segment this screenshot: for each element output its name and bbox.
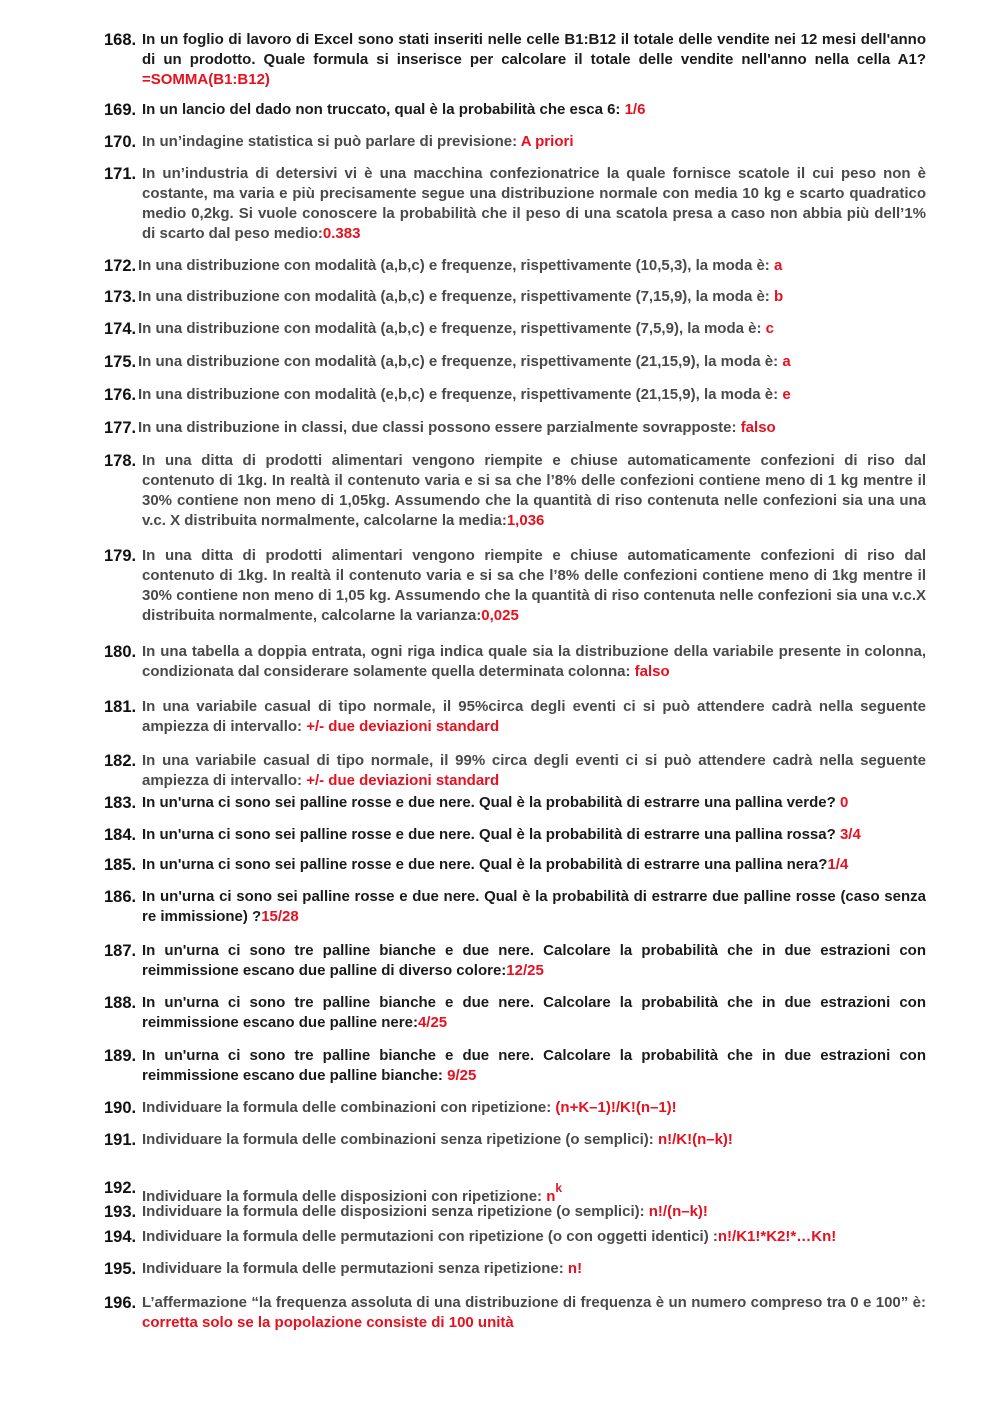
question-number: 177.: [104, 419, 137, 437]
answer-text: corretta solo se la popolazione consiste di 100 unità: [142, 1314, 514, 1331]
question-text: In una variabile casual di tipo normale, il 95%circa degli eventi ci si può attendere cadrà nella seguente ampiezza di intervallo:: [142, 698, 926, 735]
answer-text: 15/28: [261, 908, 299, 925]
question-191: [104, 1130, 926, 1150]
question-text: In una distribuzione in classi, due classi possono essere parzialmente sovrapposte:: [138, 419, 741, 436]
question-number: 170.: [104, 133, 137, 151]
question-number: 183.: [104, 794, 137, 812]
question-170: [104, 132, 926, 152]
question-text: In un'urna ci sono tre palline bianche e due nere. Calcolare la probabilità che in due estrazioni con reimmissione escano due palline bianche:: [142, 1047, 926, 1084]
answer-superscript: k: [555, 1181, 563, 1195]
answer-text: 9/25: [447, 1067, 477, 1084]
question-183: [104, 793, 926, 813]
question-175: [104, 352, 926, 372]
answer-text: +/- due deviazioni standard: [306, 772, 500, 789]
answer-text: 0.383: [322, 225, 361, 242]
question-text: In un'urna ci sono sei palline rosse e due nere. Qual è la probabilità di estrarre una pallina rossa?: [142, 826, 840, 843]
question-number: 181.: [104, 698, 137, 716]
answer-text: 3/4: [839, 826, 861, 843]
question-text: In un’indagine statistica si può parlare di previsione:: [142, 133, 521, 150]
question-194: [104, 1227, 926, 1247]
question-number: 173.: [104, 288, 137, 306]
question-text: In un'urna ci sono tre palline bianche e due nere. Calcolare la probabilità che in due estrazioni con reimmissione escano due palline di diverso colore:: [142, 942, 926, 979]
question-number: 169.: [104, 101, 137, 119]
question-text: In una ditta di prodotti alimentari vengono riempite e chiuse automaticamente confezioni di riso dal contenuto di 1kg. In realtà il contenuto varia e si sa che l’8% delle confezioni contiene meno di 1kg mentre il 30% contiene non meno di 1,05 kg. Assumendo che la quantità di riso contenuta nelle confezioni sia una v.c.X distribuita normalmente, calcolarne la varianza:: [142, 547, 926, 624]
question-196: [104, 1293, 926, 1333]
answer-text: a: [773, 257, 783, 274]
question-number: 193.: [104, 1203, 137, 1221]
question-190: [104, 1098, 926, 1118]
question-number: 192.: [104, 1179, 137, 1197]
question-number: 195.: [104, 1260, 137, 1278]
question-number: 171.: [104, 165, 137, 183]
question-185: [104, 855, 926, 875]
question-186: [104, 887, 926, 927]
answer-text: (n+K–1)!/K!(n–1)!: [555, 1099, 677, 1116]
answer-text: 4/25: [417, 1014, 448, 1031]
question-number: 178.: [104, 452, 137, 470]
answer-text: falso: [634, 663, 670, 680]
answer-text: n!/K1!*K2!*…Kn!: [717, 1228, 837, 1245]
question-text: In una distribuzione con modalità (e,b,c) e frequenze, rispettivamente (21,15,9), la moda è:: [138, 386, 783, 403]
question-189: [104, 1046, 926, 1086]
answer-text: n!/(n–k)!: [648, 1203, 708, 1220]
question-172: [104, 256, 926, 276]
answer-text: 12/25: [506, 962, 544, 979]
answer-text: =SOMMA(B1:B12): [142, 71, 270, 88]
question-number: 172.: [104, 257, 137, 275]
question-text: In una distribuzione con modalità (a,b,c) e frequenze, rispettivamente (21,15,9), la moda è:: [138, 353, 783, 370]
question-number: 175.: [104, 353, 137, 371]
question-number: 190.: [104, 1099, 137, 1117]
answer-text: 1/6: [624, 101, 646, 118]
answer-text: +/- due deviazioni standard: [306, 718, 500, 735]
question-178: [104, 451, 926, 531]
question-182: [104, 751, 926, 791]
answer-text: n!: [567, 1260, 583, 1277]
answer-text: a: [782, 353, 791, 370]
question-text: L’affermazione “la frequenza assoluta di una distribuzione di frequenza è un numero compreso tra 0 e 100” è:: [142, 1294, 926, 1311]
question-text: In una distribuzione con modalità (a,b,c) e frequenze, rispettivamente (10,5,3), la moda è:: [138, 257, 774, 274]
question-number: 196.: [104, 1294, 137, 1312]
question-text: In un'urna ci sono sei palline rosse e due nere. Qual è la probabilità di estrarre due palline rosse (caso senza re immissione) ?: [142, 888, 926, 925]
answer-text: c: [765, 320, 774, 337]
question-number: 186.: [104, 888, 137, 906]
question-177: [104, 418, 926, 438]
question-number: 182.: [104, 752, 137, 770]
question-179: [104, 546, 926, 626]
answer-text: 1,036: [506, 512, 545, 529]
question-171: [104, 164, 926, 244]
question-number: 179.: [104, 547, 137, 565]
question-text: In una distribuzione con modalità (a,b,c) e frequenze, rispettivamente (7,15,9), la moda è:: [138, 288, 774, 305]
question-text: In un'urna ci sono tre palline bianche e due nere. Calcolare la probabilità che in due estrazioni con reimmissione escano due palline nere:: [142, 994, 926, 1031]
question-text: In una tabella a doppia entrata, ogni riga indica quale sia la distribuzione della variabile presente in colonna, condizionata dal considerare solamente quella determinata colonna:: [142, 643, 926, 680]
question-168: [104, 30, 926, 90]
answer-text: 0,025: [481, 607, 519, 624]
answer-text: 0: [839, 794, 849, 811]
question-text: In una variabile casual di tipo normale, il 99% circa degli eventi ci si può attendere cadrà nella seguente ampiezza di intervallo:: [142, 752, 926, 789]
question-number: 189.: [104, 1047, 137, 1065]
question-text: In un’industria di detersivi vi è una macchina confezionatrice la quale fornisce scatole il cui peso non è costante, ma varia e più precisamente segue una distribuzione normale con media 10 kg e scarto quadratico medio 0,2kg. Si vuole conoscere la probabilità che il peso di una scatola presa a caso non abbia più dell’1% di scarto dal peso medio:: [142, 165, 926, 242]
answer-text: n: [546, 1188, 556, 1205]
answer-text: b: [773, 288, 784, 305]
question-195: [104, 1259, 926, 1279]
question-number: 168.: [104, 31, 137, 49]
question-169: [104, 100, 926, 120]
question-number: 176.: [104, 386, 137, 404]
question-text: In un'urna ci sono sei palline rosse e due nere. Qual è la probabilità di estrarre una pallina verde?: [142, 794, 840, 811]
question-number: 174.: [104, 320, 137, 338]
question-181: [104, 697, 926, 737]
answer-text: 1/4: [827, 856, 849, 873]
question-text: Individuare la formula delle disposizioni con ripetizione:: [142, 1188, 547, 1205]
question-number: 187.: [104, 942, 137, 960]
question-180: [104, 642, 926, 682]
question-number: 194.: [104, 1228, 137, 1246]
question-number: 191.: [104, 1131, 137, 1149]
question-text: Individuare la formula delle permutazioni senza ripetizione:: [142, 1260, 568, 1277]
question-188: [104, 993, 926, 1033]
question-number: 180.: [104, 643, 137, 661]
question-text: In un'urna ci sono sei palline rosse e due nere. Qual è la probabilità di estrarre una pallina nera?: [142, 856, 828, 873]
question-174: [104, 319, 926, 339]
question-text: Individuare la formula delle permutazioni con ripetizione (o con oggetti identici) :: [142, 1228, 718, 1245]
answer-text: e: [782, 386, 791, 403]
question-text: In una ditta di prodotti alimentari vengono riempite e chiuse automaticamente confezioni di riso dal contenuto di 1kg. In realtà il contenuto varia e si sa che l’8% delle confezioni contiene meno di 1 kg mentre il 30% contiene non meno di 1,05kg. Assumendo che la quantità di riso contenuta nelle confezioni sia una una v.c. X distribuita normalmente, calcolarne la media:: [142, 452, 926, 529]
question-187: [104, 941, 926, 981]
question-number: 188.: [104, 994, 137, 1012]
question-176: [104, 385, 926, 405]
question-text: Individuare la formula delle combinazioni con ripetizione:: [142, 1099, 556, 1116]
question-173: [104, 287, 926, 307]
question-text: In una distribuzione con modalità (a,b,c) e frequenze, rispettivamente (7,5,9), la moda è:: [138, 320, 766, 337]
question-number: 184.: [104, 826, 137, 844]
answer-text: A priori: [520, 133, 574, 150]
answer-text: n!/K!(n–k)!: [657, 1131, 733, 1148]
question-text: In un lancio del dado non truccato, qual è la probabilità che esca 6:: [142, 101, 625, 118]
question-number: 185.: [104, 856, 137, 874]
question-text: In un foglio di lavoro di Excel sono stati inseriti nelle celle B1:B12 il totale delle vendite nei 12 mesi dell'anno di un prodotto. Quale formula si inserisce per calcolare il totale delle vendite nell'anno nella cella A1?: [142, 31, 926, 68]
question-193: [104, 1202, 926, 1222]
answer-text: falso: [740, 419, 776, 436]
question-184: [104, 825, 926, 845]
question-text: Individuare la formula delle disposizioni senza ripetizione (o semplici):: [142, 1203, 649, 1220]
question-text: Individuare la formula delle combinazioni senza ripetizione (o semplici):: [142, 1131, 658, 1148]
